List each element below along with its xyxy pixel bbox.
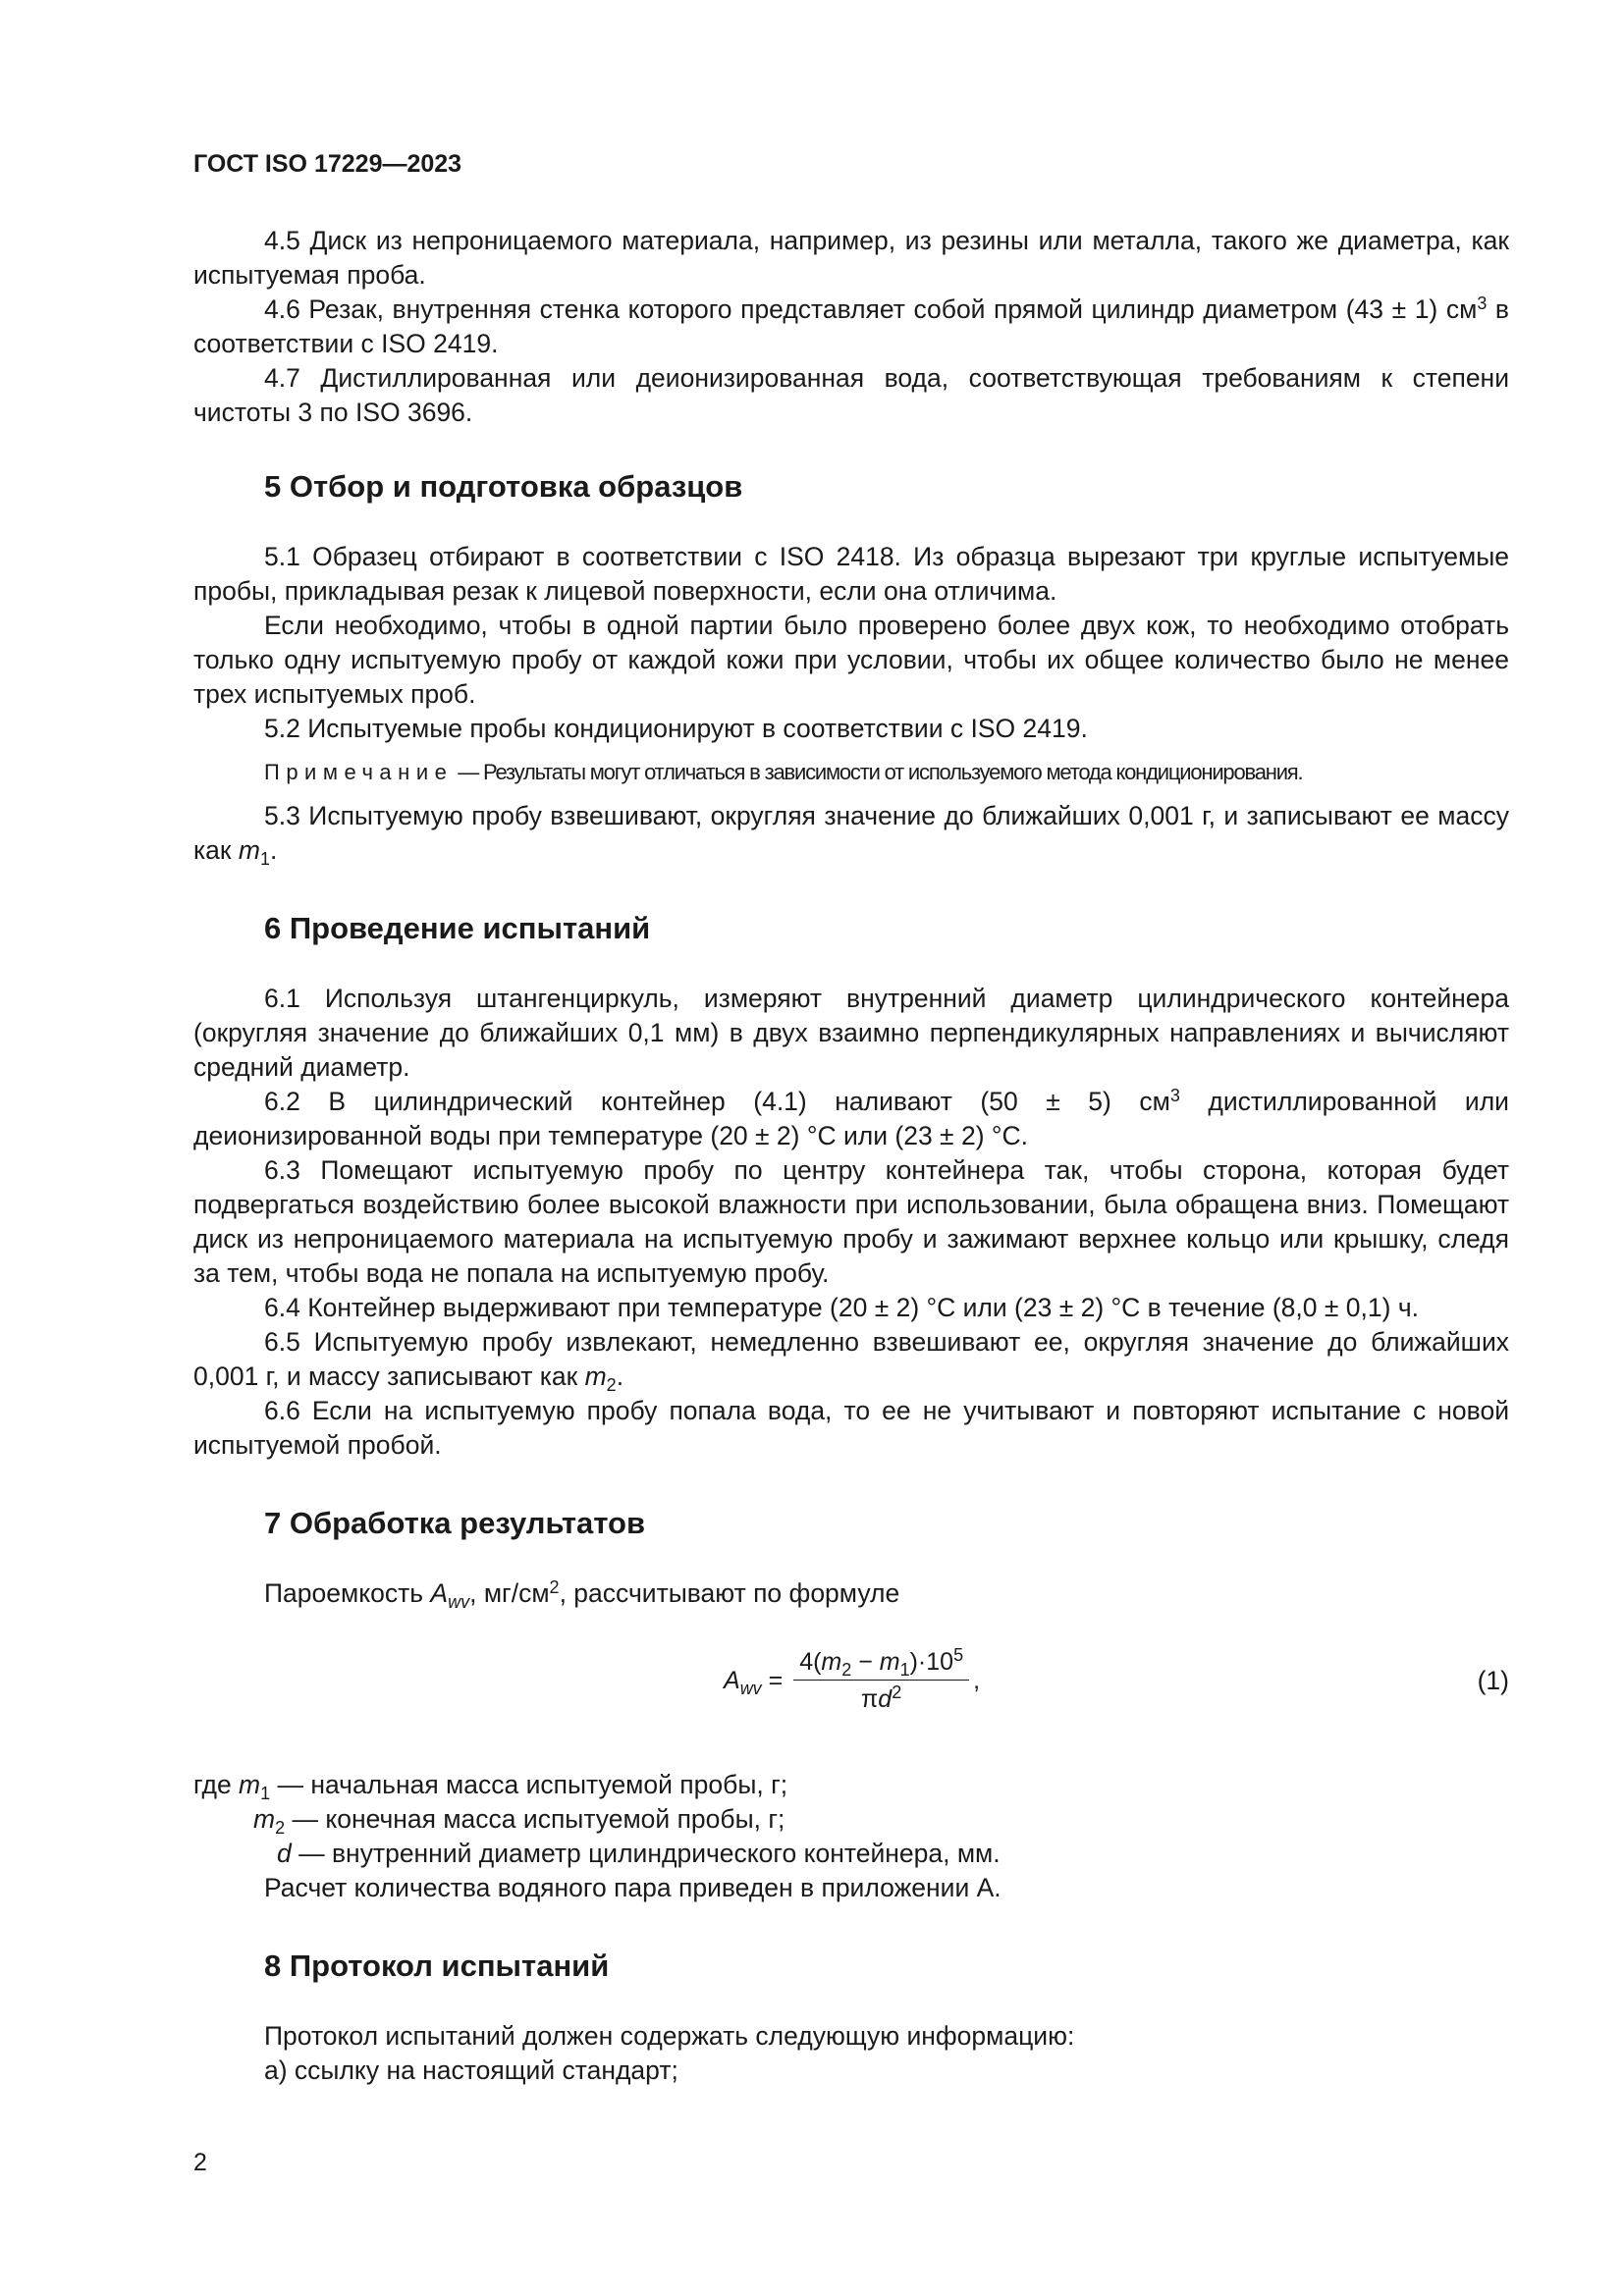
clause-5-3: 5.3 Испытуемую пробу взвешивают, округляя значение до ближайших 0,001 г, и записывают ее массу как $m_1$. <box>193 801 1509 869</box>
legend-d: d — внутренний диаметр цилиндрического контейнера, мм. <box>277 1839 1001 1868</box>
legend-m2: $m_2$ — конечная масса испытуемой пробы, г; <box>253 1804 785 1838</box>
equation-number: (1) <box>1477 1666 1509 1695</box>
calc-reference: Расчет количества водяного пара приведен в приложении А. <box>264 1873 1001 1902</box>
clause-5-1-continued: Если необходимо, чтобы в одной партии было проверено более двух кож, то необходимо отобрать только одну испытуемую пробу от каждой кожи при условии, чтобы их общее количество было не менее трех испытуемых проб. <box>193 611 1509 709</box>
section-6-heading: 6 Проведение испытаний <box>264 911 651 945</box>
clause-4-7: 4.7 Дистиллированная или деионизированная вода, соответствующая требованиям к степени чистоты 3 по ISO 3696. <box>193 363 1509 427</box>
clause-4-6: 4.6 Резак, внутренняя стенка которого представляет собой прямой цилиндр диаметром (43 ± 1) $см^3$ в соответствии с ISO 2419. <box>193 294 1509 358</box>
formula-block <box>193 1636 1509 1735</box>
page-content <box>193 224 1509 2088</box>
formula-numerator: $4(m_2 - m_1)\cdot 10^5$ <box>793 1646 969 1681</box>
legend-m1: где $m_1$ — начальная масса испытуемой пробы, г; <box>193 1770 788 1803</box>
formula-fraction <box>793 1646 969 1716</box>
protocol-item-a: а) ссылку на настоящий стандарт; <box>264 2056 678 2085</box>
clause-6-3: 6.3 Помещают испытуемую пробу по центру контейнера так, чтобы сторона, которая будет подвергаться воздействию более высокой влажности при использовании, была обращена вниз. Помещают диск из непроницаемого материала на испытуемую пробу и зажимают верхнее кольцо или крышку, следя за тем, чтобы вода не попала на испытуемую пробу. <box>193 1155 1509 1288</box>
clause-6-6: 6.6 Если на испытуемую пробу попала вода, то ее не учитывают и повторяют испытание с новой испытуемой пробой. <box>193 1396 1509 1460</box>
clause-6-2: 6.2 В цилиндрический контейнер (4.1) наливают (50 ± 5) $см^3$ дистиллированной или деионизированной воды при температуре (20 ± 2) °С или (23 ± 2) °С. <box>193 1086 1509 1150</box>
formula-denominator: $\pi d^2$ <box>861 1682 902 1713</box>
section-8-heading: 8 Протокол испытаний <box>264 1949 610 1983</box>
clause-6-1: 6.1 Используя штангенциркуль, измеряют внутренний диаметр цилиндрического контейнера (округляя значение до ближайших 0,1 мм) в двух взаимно перпендикулярных направлениях и вычисляют средний диаметр. <box>193 984 1509 1082</box>
variable-legend <box>193 1768 1509 1905</box>
protocol-intro: Протокол испытаний должен содержать следующую информацию: <box>264 2021 1075 2051</box>
clause-5-1: 5.1 Образец отбирают в соответствии с ISO 2418. Из образца вырезают три круглые испытуемые пробы, прикладывая резак к лицевой поверхности, если она отличима. <box>193 542 1509 606</box>
page-number: 2 <box>193 2149 207 2176</box>
section-5-heading: 5 Отбор и подготовка образцов <box>264 469 743 504</box>
section-7-heading: 7 Обработка результатов <box>264 1506 646 1540</box>
clause-5-2: 5.2 Испытуемые пробы кондиционируют в соответствии с ISO 2419. <box>264 714 1088 743</box>
document-header: ГОСТ ISO 17229—2023 <box>193 150 462 178</box>
formula-intro: Пароемкость $A_{wv}$, $мг/см^2$, рассчитывают по формуле <box>264 1577 900 1612</box>
formula-1: $A_{wv}$ = $\frac{4(m_2 - m_1)\cdot 10^5}{\pi d^2}$ , <box>724 1636 980 1725</box>
clause-6-4: 6.4 Контейнер выдерживают при температуре (20 ± 2) °С или (23 ± 2) °С в течение (8,0 ± 0,1) ч. <box>264 1293 1419 1322</box>
clause-4-5: 4.5 Диск из непроницаемого материала, например, из резины или металла, такого же диаметра, как испытуемая проба. <box>193 226 1509 290</box>
clause-6-5: 6.5 Испытуемую пробу извлекают, немедленно взвешивают ее, округляя значение до ближайших 0,001 г, и массу записывают как $m_2$. <box>193 1327 1509 1395</box>
note-5-2: Примечание — Результаты могут отличаться в зависимости от используемого метода кондиционирования. <box>264 760 1303 784</box>
